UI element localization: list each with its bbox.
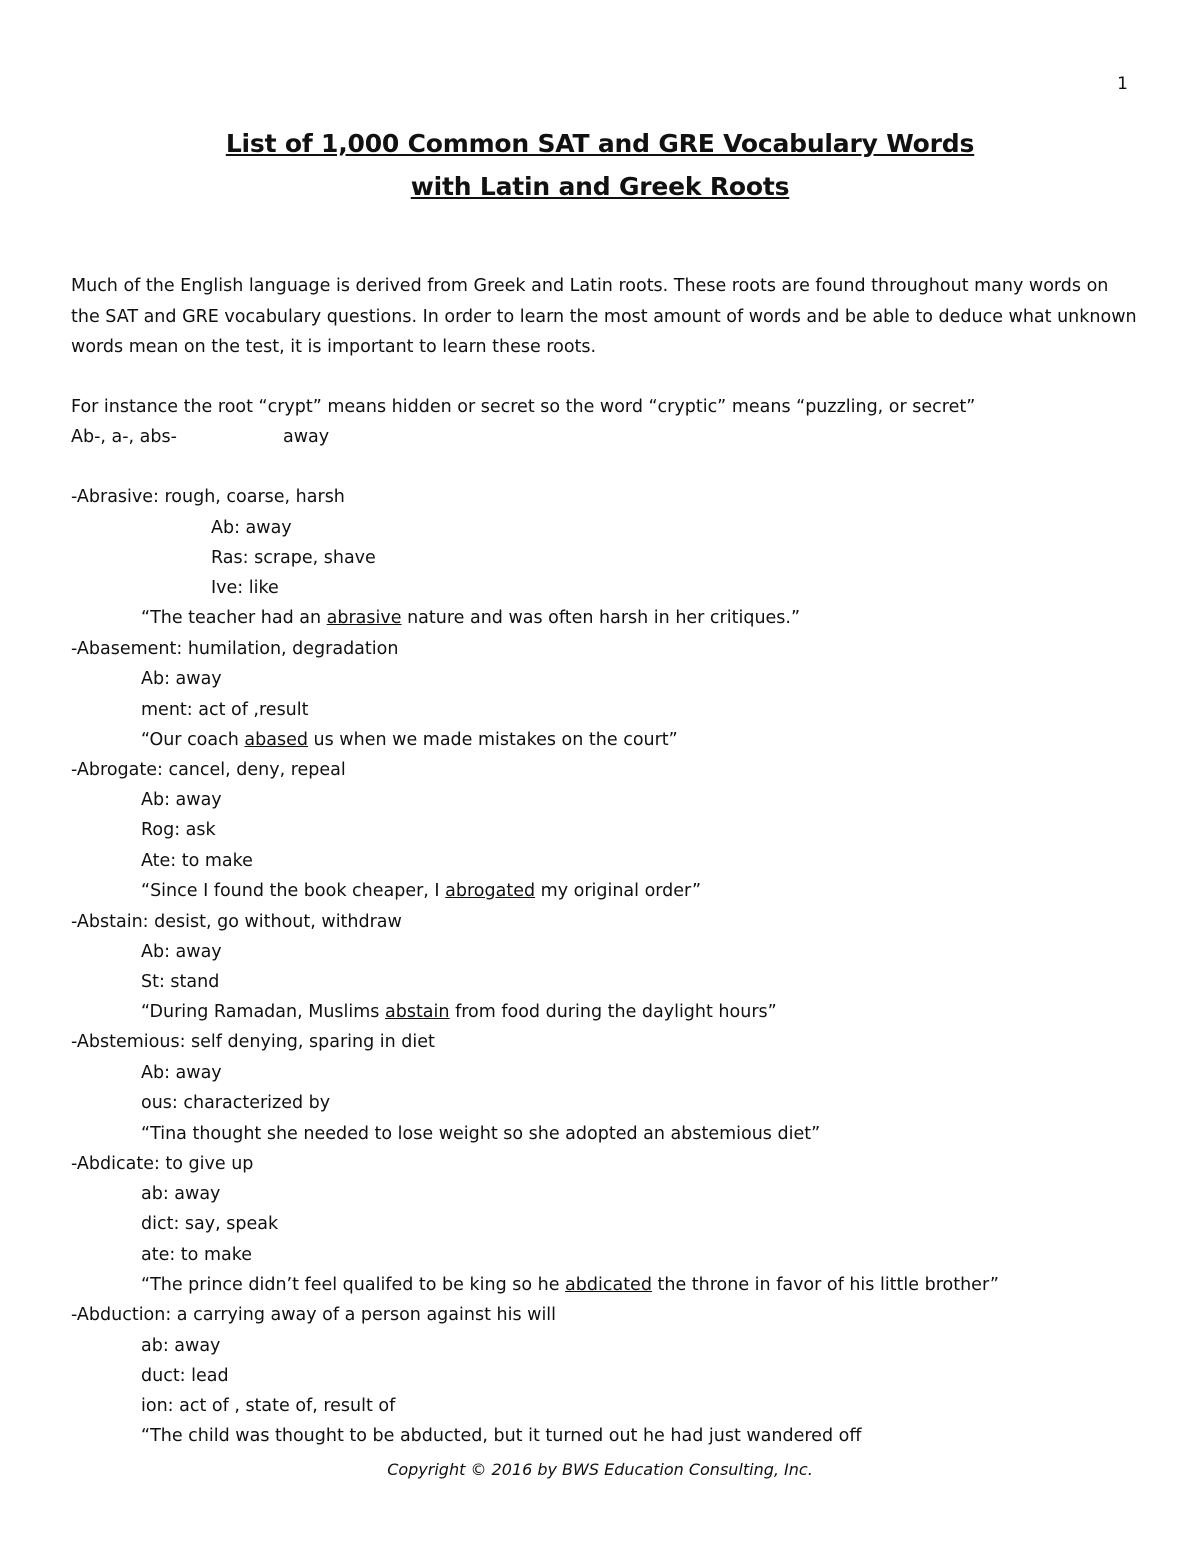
entry-root: ion: act of , state of, result of (141, 1396, 396, 1416)
entry-root: duct: lead (141, 1366, 229, 1386)
entry-example (141, 730, 678, 750)
document-title-line-2: with Latin and Greek Roots (410, 172, 790, 201)
entry-root: Ras: scrape, shave (211, 548, 376, 568)
entry-root: Rog: ask (141, 820, 216, 840)
entry-example (141, 881, 701, 901)
example-text: “Our coach (141, 730, 245, 750)
example-text: us when we made mistakes on the court” (307, 730, 678, 750)
entry-headword: -Abrogate: cancel, deny, repeal (71, 760, 346, 780)
intro-paragraph: Much of the English language is derived from Greek and Latin roots. These roots are found throughout many words on the SAT and GRE vocabulary questions. In order to learn the most amount of words and be able to deduce what unknown words mean on the test, it is important to learn these roots. (71, 276, 1137, 357)
entry-root: Ab: away (141, 1063, 222, 1083)
entry-root: ate: to make (141, 1245, 252, 1265)
document-title-line-1: List of 1,000 Common SAT and GRE Vocabulary Words (225, 129, 975, 158)
example-underlined-word: abrasive (326, 608, 402, 628)
entry-example (141, 1275, 999, 1295)
example-underlined-word: abdicated (565, 1275, 652, 1295)
example-text: “The prince didn’t feel qualifed to be king so he (141, 1275, 566, 1295)
example-underlined-word: abrogated (445, 881, 536, 901)
example-text: the throne in favor of his little brother” (651, 1275, 999, 1295)
entry-root: Ab: away (141, 669, 222, 689)
example-text: my original order” (535, 881, 702, 901)
instance-sentence: For instance the root “crypt” means hidden or secret so the word “cryptic” means “puzzling, or secret” (71, 397, 976, 417)
entry-headword: -Abdicate: to give up (71, 1154, 254, 1174)
prefix-meaning: away (283, 427, 330, 447)
entry-example: “The child was thought to be abducted, but it turned out he had just wandered off (141, 1426, 862, 1446)
entry-headword: -Abrasive: rough, coarse, harsh (71, 487, 345, 507)
example-text: “Since I found the book cheaper, I (141, 881, 446, 901)
example-underlined-word: abstain (385, 1002, 450, 1022)
entry-root: ab: away (141, 1336, 221, 1356)
entry-root: ous: characterized by (141, 1093, 331, 1113)
entry-headword: -Abasement: humilation, degradation (71, 639, 399, 659)
entry-example (141, 1002, 777, 1022)
entry-headword: -Abstain: desist, go without, withdraw (71, 912, 402, 932)
entry-root: Ate: to make (141, 851, 253, 871)
example-underlined-word: abased (244, 730, 308, 750)
example-text: from food during the daylight hours” (449, 1002, 777, 1022)
entry-headword: -Abstemious: self denying, sparing in diet (71, 1032, 435, 1052)
entry-root: St: stand (141, 972, 220, 992)
prefix-line (71, 427, 330, 447)
entry-example: “Tina thought she needed to lose weight so she adopted an abstemious diet” (141, 1124, 821, 1144)
entry-headword: -Abduction: a carrying away of a person against his will (71, 1305, 557, 1325)
entry-root: Ive: like (211, 578, 279, 598)
example-text: nature and was often harsh in her critiques.” (401, 608, 801, 628)
entry-root: Ab: away (141, 790, 222, 810)
prefix-root: Ab-, a-, abs- (71, 427, 177, 447)
entry-root: Ab: away (141, 942, 222, 962)
entry-root: ab: away (141, 1184, 221, 1204)
entry-root: ment: act of ,result (141, 700, 309, 720)
entry-root: dict: say, speak (141, 1214, 279, 1234)
page-number: 1 (1117, 74, 1128, 94)
example-text: “The teacher had an (141, 608, 327, 628)
entry-root: Ab: away (211, 518, 292, 538)
entry-example (141, 608, 800, 628)
copyright-footer: Copyright © 2016 by BWS Education Consulting, Inc. (387, 1460, 813, 1479)
example-text: “During Ramadan, Muslims (141, 1002, 385, 1022)
